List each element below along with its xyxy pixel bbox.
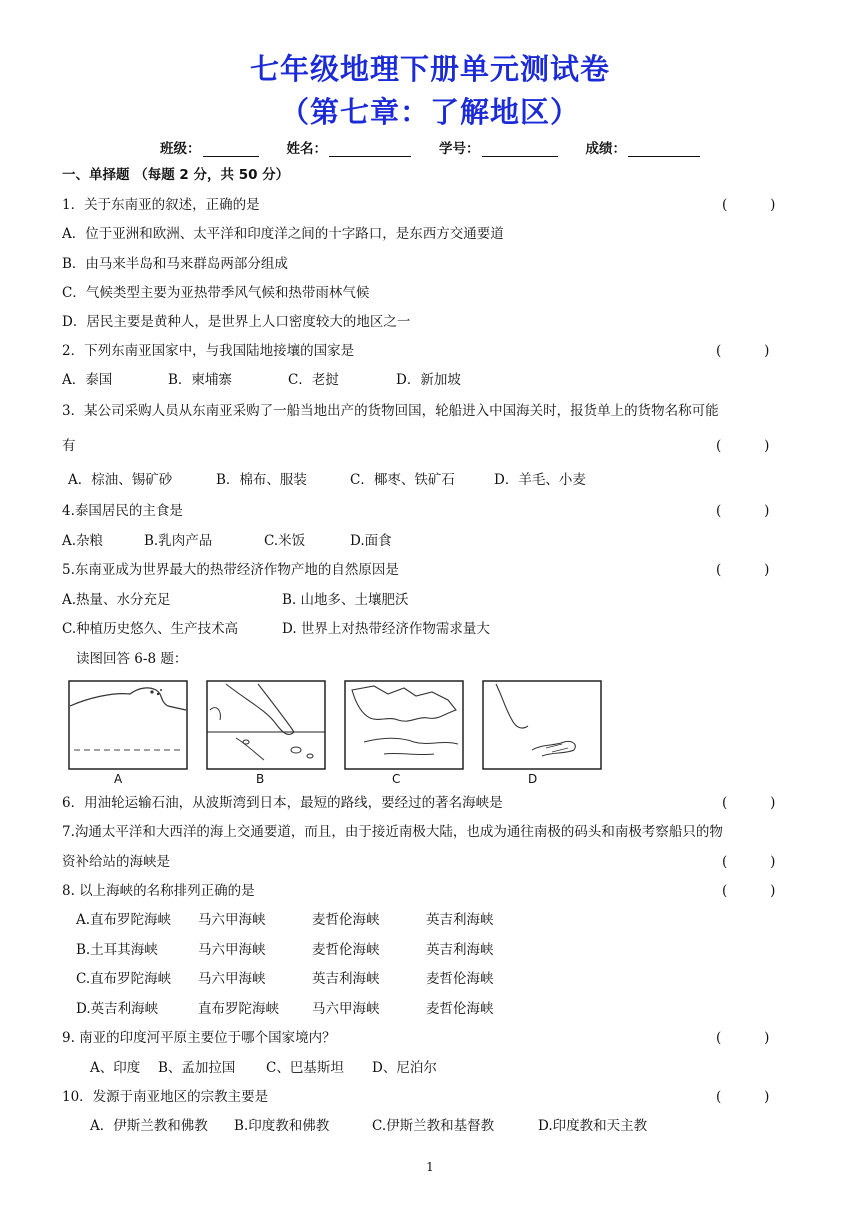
name-blank[interactable] xyxy=(329,142,411,157)
q8-a-3: 麦哲伦海峡 xyxy=(312,912,380,928)
map-c-label: C xyxy=(392,772,401,786)
q3-option-a: A．棕油、锡矿砂 xyxy=(68,472,173,488)
q5-options-ab xyxy=(62,591,662,609)
q5-options-cd xyxy=(62,620,662,638)
q9-options xyxy=(90,1059,590,1077)
student-id-blank[interactable] xyxy=(482,142,558,157)
question-7-cont: 资补给站的海峡是 xyxy=(62,854,170,870)
score-label: 成绩： xyxy=(585,141,626,157)
answer-paren-3[interactable]: ( ) xyxy=(716,438,770,454)
map-a-label: A xyxy=(114,772,123,786)
exam-subtitle: （第七章：了解地区） xyxy=(279,95,580,129)
student-id-field xyxy=(439,137,558,157)
q3-options xyxy=(68,471,688,489)
q8-d-3: 马六甲海峡 xyxy=(312,1001,380,1017)
question-3-cont: 有 xyxy=(62,438,76,454)
q3-option-b: B．棉布、服装 xyxy=(216,472,307,488)
q9-option-a: A、印度 xyxy=(90,1060,141,1076)
q4-option-c: C.米饭 xyxy=(264,533,306,549)
class-field xyxy=(160,137,259,157)
answer-paren-8[interactable]: ( ) xyxy=(722,883,776,899)
q1-option-b: B．由马来半岛和马来群岛两部分组成 xyxy=(62,256,288,272)
q1-option-d: D．居民主要是黄种人，是世界上人口密度较大的地区之一 xyxy=(62,314,411,330)
q8-a-1: A.直布罗陀海峡 xyxy=(76,912,172,928)
map-d-label: D xyxy=(528,772,538,786)
map-b-drawing xyxy=(206,680,326,770)
q4-options xyxy=(62,532,662,550)
score-field xyxy=(586,137,701,157)
q10-option-b: B.印度教和佛教 xyxy=(234,1118,330,1134)
answer-paren-1[interactable]: ( ) xyxy=(722,197,776,213)
section-heading: 一、单择题 （每题 2 分，共 50 分） xyxy=(62,167,290,183)
q5-option-d: D. 世界上对热带经济作物需求量大 xyxy=(282,621,490,637)
map-b xyxy=(206,680,326,786)
q8-b-1: B.土耳其海峡 xyxy=(76,942,158,958)
question-5: 5.东南亚成为世界最大的热带经济作物产地的自然原因是 xyxy=(62,562,399,578)
q2-options xyxy=(62,371,662,389)
question-3: 3．某公司采购人员从东南亚采购了一船当地出产的货物回国，轮船进入中国海关时，报货单上的货物名称可能 xyxy=(62,403,719,419)
q5-option-c: C.种植历史悠久、生产技术高 xyxy=(62,621,239,637)
q2-option-a: A．泰国 xyxy=(62,372,113,388)
question-8: 8. 以上海峡的名称排列正确的是 xyxy=(62,883,255,899)
q9-option-b: B、孟加拉国 xyxy=(158,1060,236,1076)
student-id-label: 学号： xyxy=(439,141,480,157)
answer-paren-2[interactable]: ( ) xyxy=(716,343,770,359)
q4-option-a: A.杂粮 xyxy=(62,533,104,549)
q8-d-2: 直布罗陀海峡 xyxy=(198,1001,279,1017)
q5-option-b: B. 山地多、土壤肥沃 xyxy=(282,592,409,608)
q2-option-c: C．老挝 xyxy=(288,372,339,388)
read-map-instruction: 读图回答 6-8 题： xyxy=(76,651,188,667)
q8-c-2: 马六甲海峡 xyxy=(198,971,266,987)
map-a-drawing xyxy=(68,680,188,770)
question-2: 2．下列东南亚国家中，与我国陆地接壤的国家是 xyxy=(62,343,355,359)
question-9: 9. 南亚的印度河平原主要位于哪个国家境内？ xyxy=(62,1030,336,1046)
q10-option-a: A．伊斯兰教和佛教 xyxy=(90,1118,208,1134)
q8-a-2: 马六甲海峡 xyxy=(198,912,266,928)
q8-c-4: 麦哲伦海峡 xyxy=(426,971,494,987)
q10-option-c: C.伊斯兰教和基督教 xyxy=(372,1118,495,1134)
q8-d-1: D.英吉利海峡 xyxy=(76,1001,159,1017)
name-label: 姓名： xyxy=(286,141,327,157)
q2-option-b: B．柬埔寨 xyxy=(168,372,232,388)
map-c-drawing xyxy=(344,680,464,770)
map-d xyxy=(482,680,602,786)
answer-paren-9[interactable]: ( ) xyxy=(716,1030,770,1046)
q10-options xyxy=(90,1117,710,1135)
q8-option-a xyxy=(76,911,636,929)
answer-paren-4[interactable]: ( ) xyxy=(716,503,770,519)
student-info-row xyxy=(0,137,860,157)
map-d-drawing xyxy=(482,680,602,770)
q3-option-c: C．椰枣、铁矿石 xyxy=(350,472,455,488)
q8-d-4: 麦哲伦海峡 xyxy=(426,1001,494,1017)
class-label: 班级： xyxy=(160,141,201,157)
strait-maps xyxy=(68,680,608,790)
question-1: 1．关于东南亚的叙述，正确的是 xyxy=(62,197,260,213)
q8-b-4: 英吉利海峡 xyxy=(426,942,494,958)
question-4: 4.泰国居民的主食是 xyxy=(62,503,183,519)
q8-option-b xyxy=(76,941,636,959)
name-field xyxy=(287,137,412,157)
map-b-label: B xyxy=(256,772,265,786)
question-7: 7.沟通太平洋和大西洋的海上交通要道，而且，由于接近南极大陆，也成为通往南极的码头和南极考察船只的物 xyxy=(62,824,723,840)
map-a xyxy=(68,680,188,786)
q1-option-c: C．气候类型主要为亚热带季风气候和热带雨林气候 xyxy=(62,285,370,301)
exam-title: 七年级地理下册单元测试卷 xyxy=(249,52,610,86)
q8-c-3: 英吉利海峡 xyxy=(312,971,380,987)
q8-b-2: 马六甲海峡 xyxy=(198,942,266,958)
q8-option-c xyxy=(76,970,636,988)
answer-paren-6[interactable]: ( ) xyxy=(722,795,776,811)
map-c xyxy=(344,680,464,786)
q8-option-d xyxy=(76,1000,636,1018)
q3-option-d: D．羊毛、小麦 xyxy=(494,472,586,488)
q9-option-d: D、尼泊尔 xyxy=(372,1060,437,1076)
score-blank[interactable] xyxy=(628,142,700,157)
question-10: 10．发源于南亚地区的宗教主要是 xyxy=(62,1089,269,1105)
answer-paren-10[interactable]: ( ) xyxy=(716,1089,770,1105)
q8-b-3: 麦哲伦海峡 xyxy=(312,942,380,958)
q2-option-d: D．新加坡 xyxy=(396,372,461,388)
q1-option-a: A．位于亚洲和欧洲、太平洋和印度洋之间的十字路口，是东西方交通要道 xyxy=(62,226,504,242)
q8-c-1: C.直布罗陀海峡 xyxy=(76,971,172,987)
class-blank[interactable] xyxy=(203,142,259,157)
q8-a-4: 英吉利海峡 xyxy=(426,912,494,928)
page-number: 1 xyxy=(426,1160,434,1174)
q4-option-d: D.面食 xyxy=(350,533,392,549)
q5-option-a: A.热量、水分充足 xyxy=(62,592,171,608)
q9-option-c: C、巴基斯坦 xyxy=(266,1060,344,1076)
q10-option-d: D.印度教和天主教 xyxy=(538,1118,648,1134)
answer-paren-5[interactable]: ( ) xyxy=(716,562,770,578)
q4-option-b: B.乳肉产品 xyxy=(144,533,213,549)
question-6: 6．用油轮运输石油，从波斯湾到日本，最短的路线，要经过的著名海峡是 xyxy=(62,795,503,811)
answer-paren-7[interactable]: ( ) xyxy=(722,854,776,870)
